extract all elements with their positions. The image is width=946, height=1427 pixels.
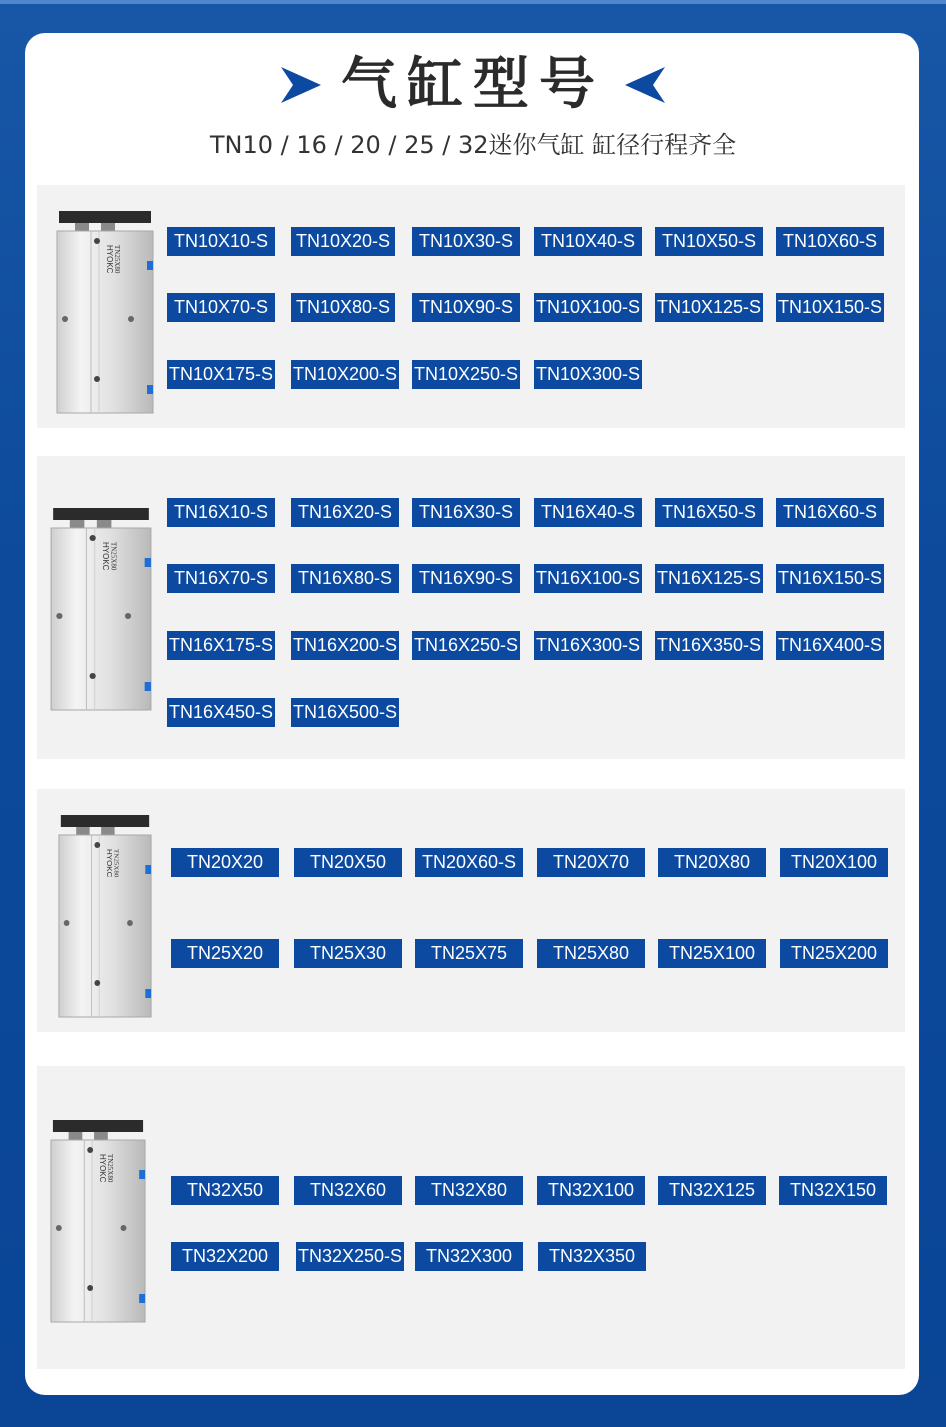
- model-tag: TN10X20-S: [291, 227, 395, 256]
- model-tag: TN10X50-S: [655, 227, 763, 256]
- model-tag: TN10X10-S: [167, 227, 275, 256]
- model-tag: TN16X175-S: [167, 631, 275, 660]
- model-tag: TN16X80-S: [291, 564, 399, 593]
- model-tag: TN20X100: [780, 848, 888, 877]
- model-tag: TN16X100-S: [534, 564, 642, 593]
- svg-text:HYOKC: HYOKC: [105, 245, 114, 274]
- cylinder-image: [49, 506, 153, 712]
- svg-text:TN25X80: TN25X80: [112, 849, 120, 878]
- model-tag: TN10X250-S: [412, 360, 520, 389]
- model-tag: TN16X70-S: [167, 564, 275, 593]
- model-tag: TN16X150-S: [776, 564, 884, 593]
- model-tag: TN16X450-S: [167, 698, 275, 727]
- model-section-tn16: [37, 456, 905, 759]
- model-tag: TN16X400-S: [776, 631, 884, 660]
- cylinder-image: [49, 1118, 147, 1324]
- cylinder-image: [57, 813, 153, 1019]
- svg-text:TN25X80: TN25X80: [109, 542, 118, 571]
- svg-text:TN25X80: TN25X80: [113, 245, 121, 274]
- model-tag: TN32X150: [779, 1176, 887, 1205]
- model-tag: TN25X100: [658, 939, 766, 968]
- model-tag: TN32X60: [294, 1176, 402, 1205]
- model-tag: TN16X300-S: [534, 631, 642, 660]
- model-tag: TN16X20-S: [291, 498, 399, 527]
- model-tag: TN20X80: [658, 848, 766, 877]
- model-tag: TN10X40-S: [534, 227, 642, 256]
- model-tag: TN32X350: [538, 1242, 646, 1271]
- subtitle: TN10 / 16 / 20 / 25 / 32迷你气缸 缸径行程齐全: [209, 131, 737, 159]
- model-tag: TN20X50: [294, 848, 402, 877]
- model-tag: TN16X50-S: [655, 498, 763, 527]
- model-tag: TN32X100: [537, 1176, 645, 1205]
- model-tag: TN32X125: [658, 1176, 766, 1205]
- cylinder-icon: [49, 1118, 147, 1324]
- model-tag: TN10X125-S: [655, 293, 763, 322]
- model-tag: TN32X200: [171, 1242, 279, 1271]
- model-section-tn10: [37, 185, 905, 428]
- model-tag: TN16X500-S: [291, 698, 399, 727]
- model-section-tn20-tn25: [37, 789, 905, 1032]
- model-tag: TN25X80: [537, 939, 645, 968]
- svg-text:HYOKC: HYOKC: [101, 542, 111, 571]
- svg-text:HYOKC: HYOKC: [104, 849, 114, 878]
- cylinder-icon: [55, 209, 155, 415]
- top-accent-line: [0, 0, 946, 4]
- model-tag: TN20X60-S: [415, 848, 523, 877]
- model-tag: TN25X30: [294, 939, 402, 968]
- model-tag: TN32X300: [415, 1242, 523, 1271]
- model-tag: TN32X250-S: [296, 1242, 404, 1271]
- svg-text:HYOKC: HYOKC: [97, 1154, 107, 1183]
- model-tag: TN10X300-S: [534, 360, 642, 389]
- model-tag: TN25X75: [415, 939, 523, 968]
- model-tag: TN10X100-S: [534, 293, 642, 322]
- model-tag: TN10X30-S: [412, 227, 520, 256]
- page-title: 气缸型号: [341, 52, 605, 117]
- model-tag: TN16X350-S: [655, 631, 763, 660]
- model-tag: TN10X200-S: [291, 360, 399, 389]
- model-tag: TN32X80: [415, 1176, 523, 1205]
- model-tag: TN10X70-S: [167, 293, 275, 322]
- model-tag: TN10X60-S: [776, 227, 884, 256]
- model-tag: TN10X80-S: [291, 293, 395, 322]
- cylinder-image: [55, 209, 155, 415]
- arrow-left-icon: [623, 65, 667, 105]
- model-tag: TN16X200-S: [291, 631, 399, 660]
- model-tag: TN32X50: [171, 1176, 279, 1205]
- svg-text:TN25X80: TN25X80: [105, 1154, 113, 1183]
- model-section-tn32: [37, 1066, 905, 1369]
- model-tag: TN10X150-S: [776, 293, 884, 322]
- model-tag: TN25X20: [171, 939, 279, 968]
- model-tag: TN20X20: [171, 848, 279, 877]
- model-tag: TN16X40-S: [534, 498, 642, 527]
- model-tag: TN16X60-S: [776, 498, 884, 527]
- model-tag: TN16X125-S: [655, 564, 763, 593]
- cylinder-icon: [49, 506, 153, 712]
- cylinder-icon: [57, 813, 153, 1019]
- model-tag: TN16X90-S: [412, 564, 520, 593]
- arrow-right-icon: [279, 65, 323, 105]
- model-tag: TN20X70: [537, 848, 645, 877]
- model-tag: TN16X10-S: [167, 498, 275, 527]
- model-tag: TN10X90-S: [412, 293, 520, 322]
- model-tag: TN16X250-S: [412, 631, 520, 660]
- title-row: [0, 48, 946, 122]
- model-tag: TN25X200: [780, 939, 888, 968]
- model-tag: TN10X175-S: [167, 360, 275, 389]
- model-tag: TN16X30-S: [412, 498, 520, 527]
